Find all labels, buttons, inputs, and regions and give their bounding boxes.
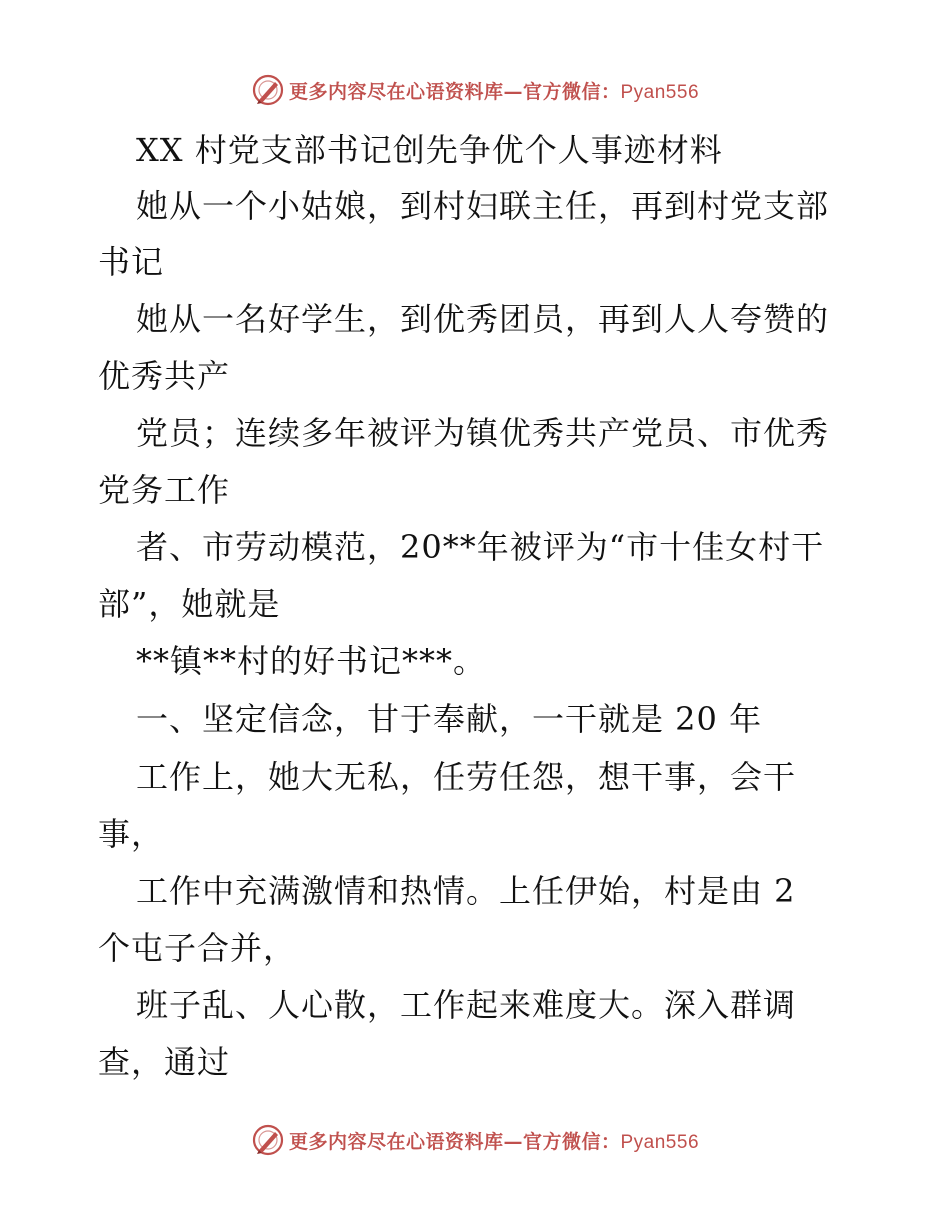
- red-pen-logo-icon: [251, 1123, 285, 1157]
- watermark-banner-bottom: [0, 1120, 950, 1160]
- paragraph-line: **镇**村的好书记***。: [136, 642, 487, 680]
- paragraph-line: 事，: [98, 815, 165, 853]
- paragraph-line: 党务工作: [98, 471, 231, 509]
- watermark-text: 更多内容尽在心语资料库—官方微信：Pyan556: [288, 80, 700, 103]
- paragraph-line: 班子乱、人心散，工作起来难度大。深入群调: [136, 986, 797, 1024]
- paragraph-line: 工作上，她大无私，任劳任怨，想干事，会干: [136, 758, 797, 796]
- section-heading: 一、坚定信念，甘于奉献，一干就是 20 年: [136, 700, 763, 738]
- paragraph-line: 者、市劳动模范，20**年被评为“市十佳女村干: [136, 528, 825, 566]
- paragraph-line: 优秀共产: [98, 357, 231, 395]
- watermark-banner-top: [0, 70, 950, 110]
- paragraph-line: 她从一个小姑娘，到村妇联主任，再到村党支部: [136, 187, 830, 225]
- document-body: [98, 122, 858, 1090]
- red-pen-logo-icon: [251, 73, 285, 107]
- paragraph-line: 她从一名好学生，到优秀团员，再到人人夸赞的: [136, 300, 830, 338]
- paragraph-line: 部”，她就是: [98, 585, 281, 623]
- wechat-id: Pyan556: [620, 81, 700, 103]
- paragraph-line: 查，通过: [98, 1043, 231, 1081]
- watermark-text: 更多内容尽在心语资料库—官方微信：Pyan556: [288, 1130, 700, 1153]
- paragraph-line: 书记: [98, 243, 165, 281]
- document-title: XX 村党支部书记创先争优个人事迹材料: [136, 131, 723, 169]
- paragraph-line: 工作中充满激情和热情。上任伊始，村是由 2: [136, 872, 796, 910]
- wechat-id: Pyan556: [620, 1131, 700, 1153]
- paragraph-line: 个屯子合并，: [98, 929, 297, 967]
- paragraph-line: 党员；连续多年被评为镇优秀共产党员、市优秀: [136, 414, 830, 452]
